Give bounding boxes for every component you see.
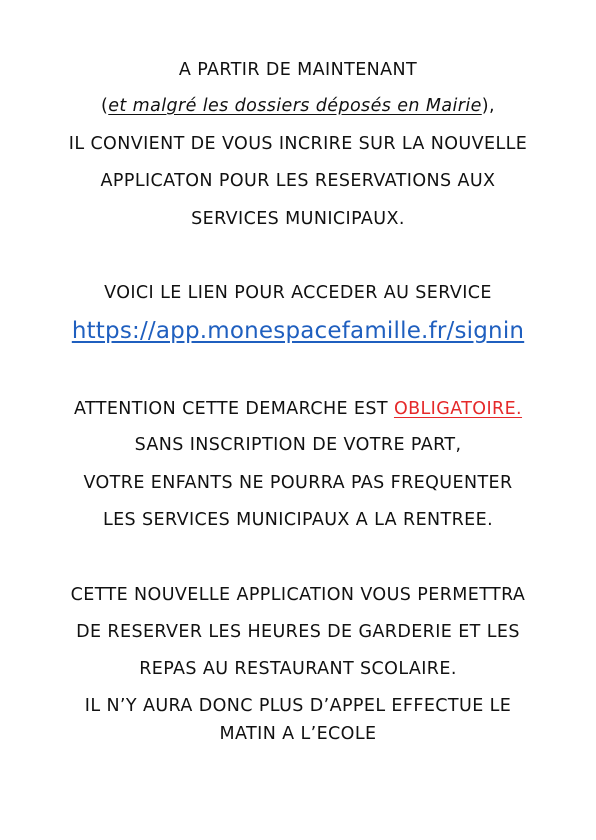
mandatory-emphasis: OBLIGATOIRE. (393, 399, 523, 419)
notice-line-meals: REPAS AU RESTAURANT SCOLAIRE. (139, 659, 457, 679)
notice-line-mairie-note (0, 95, 596, 117)
signin-link-row (0, 320, 596, 344)
notice-line-return: LES SERVICES MUNICIPAUX A LA RENTREE. (102, 510, 494, 530)
mairie-note-text: et malgré les dossiers déposés en Mairie (108, 96, 482, 116)
notice-line-services: SERVICES MUNICIPAUX. (191, 209, 405, 229)
notice-line-daycare: DE RESERVER LES HEURES DE GARDERIE ET LES (76, 622, 520, 642)
parenthesis-open: ( (101, 96, 109, 116)
notice-line-no-call: IL N’Y AURA DONC PLUS D’APPEL EFFECTUE LE (84, 696, 512, 716)
notice-line-application: APPLICATON POUR LES RESERVATIONS AUX (100, 171, 496, 191)
signin-link[interactable]: https://app.monespacefamille.fr/signin (71, 318, 525, 344)
notice-line-mandatory (0, 398, 596, 420)
mandatory-prefix: ATTENTION CETTE DEMARCHE EST (73, 399, 394, 419)
notice-line-new-app: CETTE NOUVELLE APPLICATION VOUS PERMETTRA (70, 585, 526, 605)
notice-line-start-now: A PARTIR DE MAINTENANT (178, 60, 418, 80)
notice-line-child: VOTRE ENFANTS NE POURRA PAS FREQUENTER (83, 473, 513, 493)
notice-line-no-registration: SANS INSCRIPTION DE VOTRE PART, (134, 435, 462, 455)
notice-line-school: MATIN A L’ECOLE (219, 724, 377, 744)
notice-line-register: IL CONVIENT DE VOUS INCRIRE SUR LA NOUVELLE (68, 134, 528, 154)
notice-line-link-intro: VOICI LE LIEN POUR ACCEDER AU SERVICE (104, 283, 492, 303)
parenthesis-close: ), (481, 96, 495, 116)
